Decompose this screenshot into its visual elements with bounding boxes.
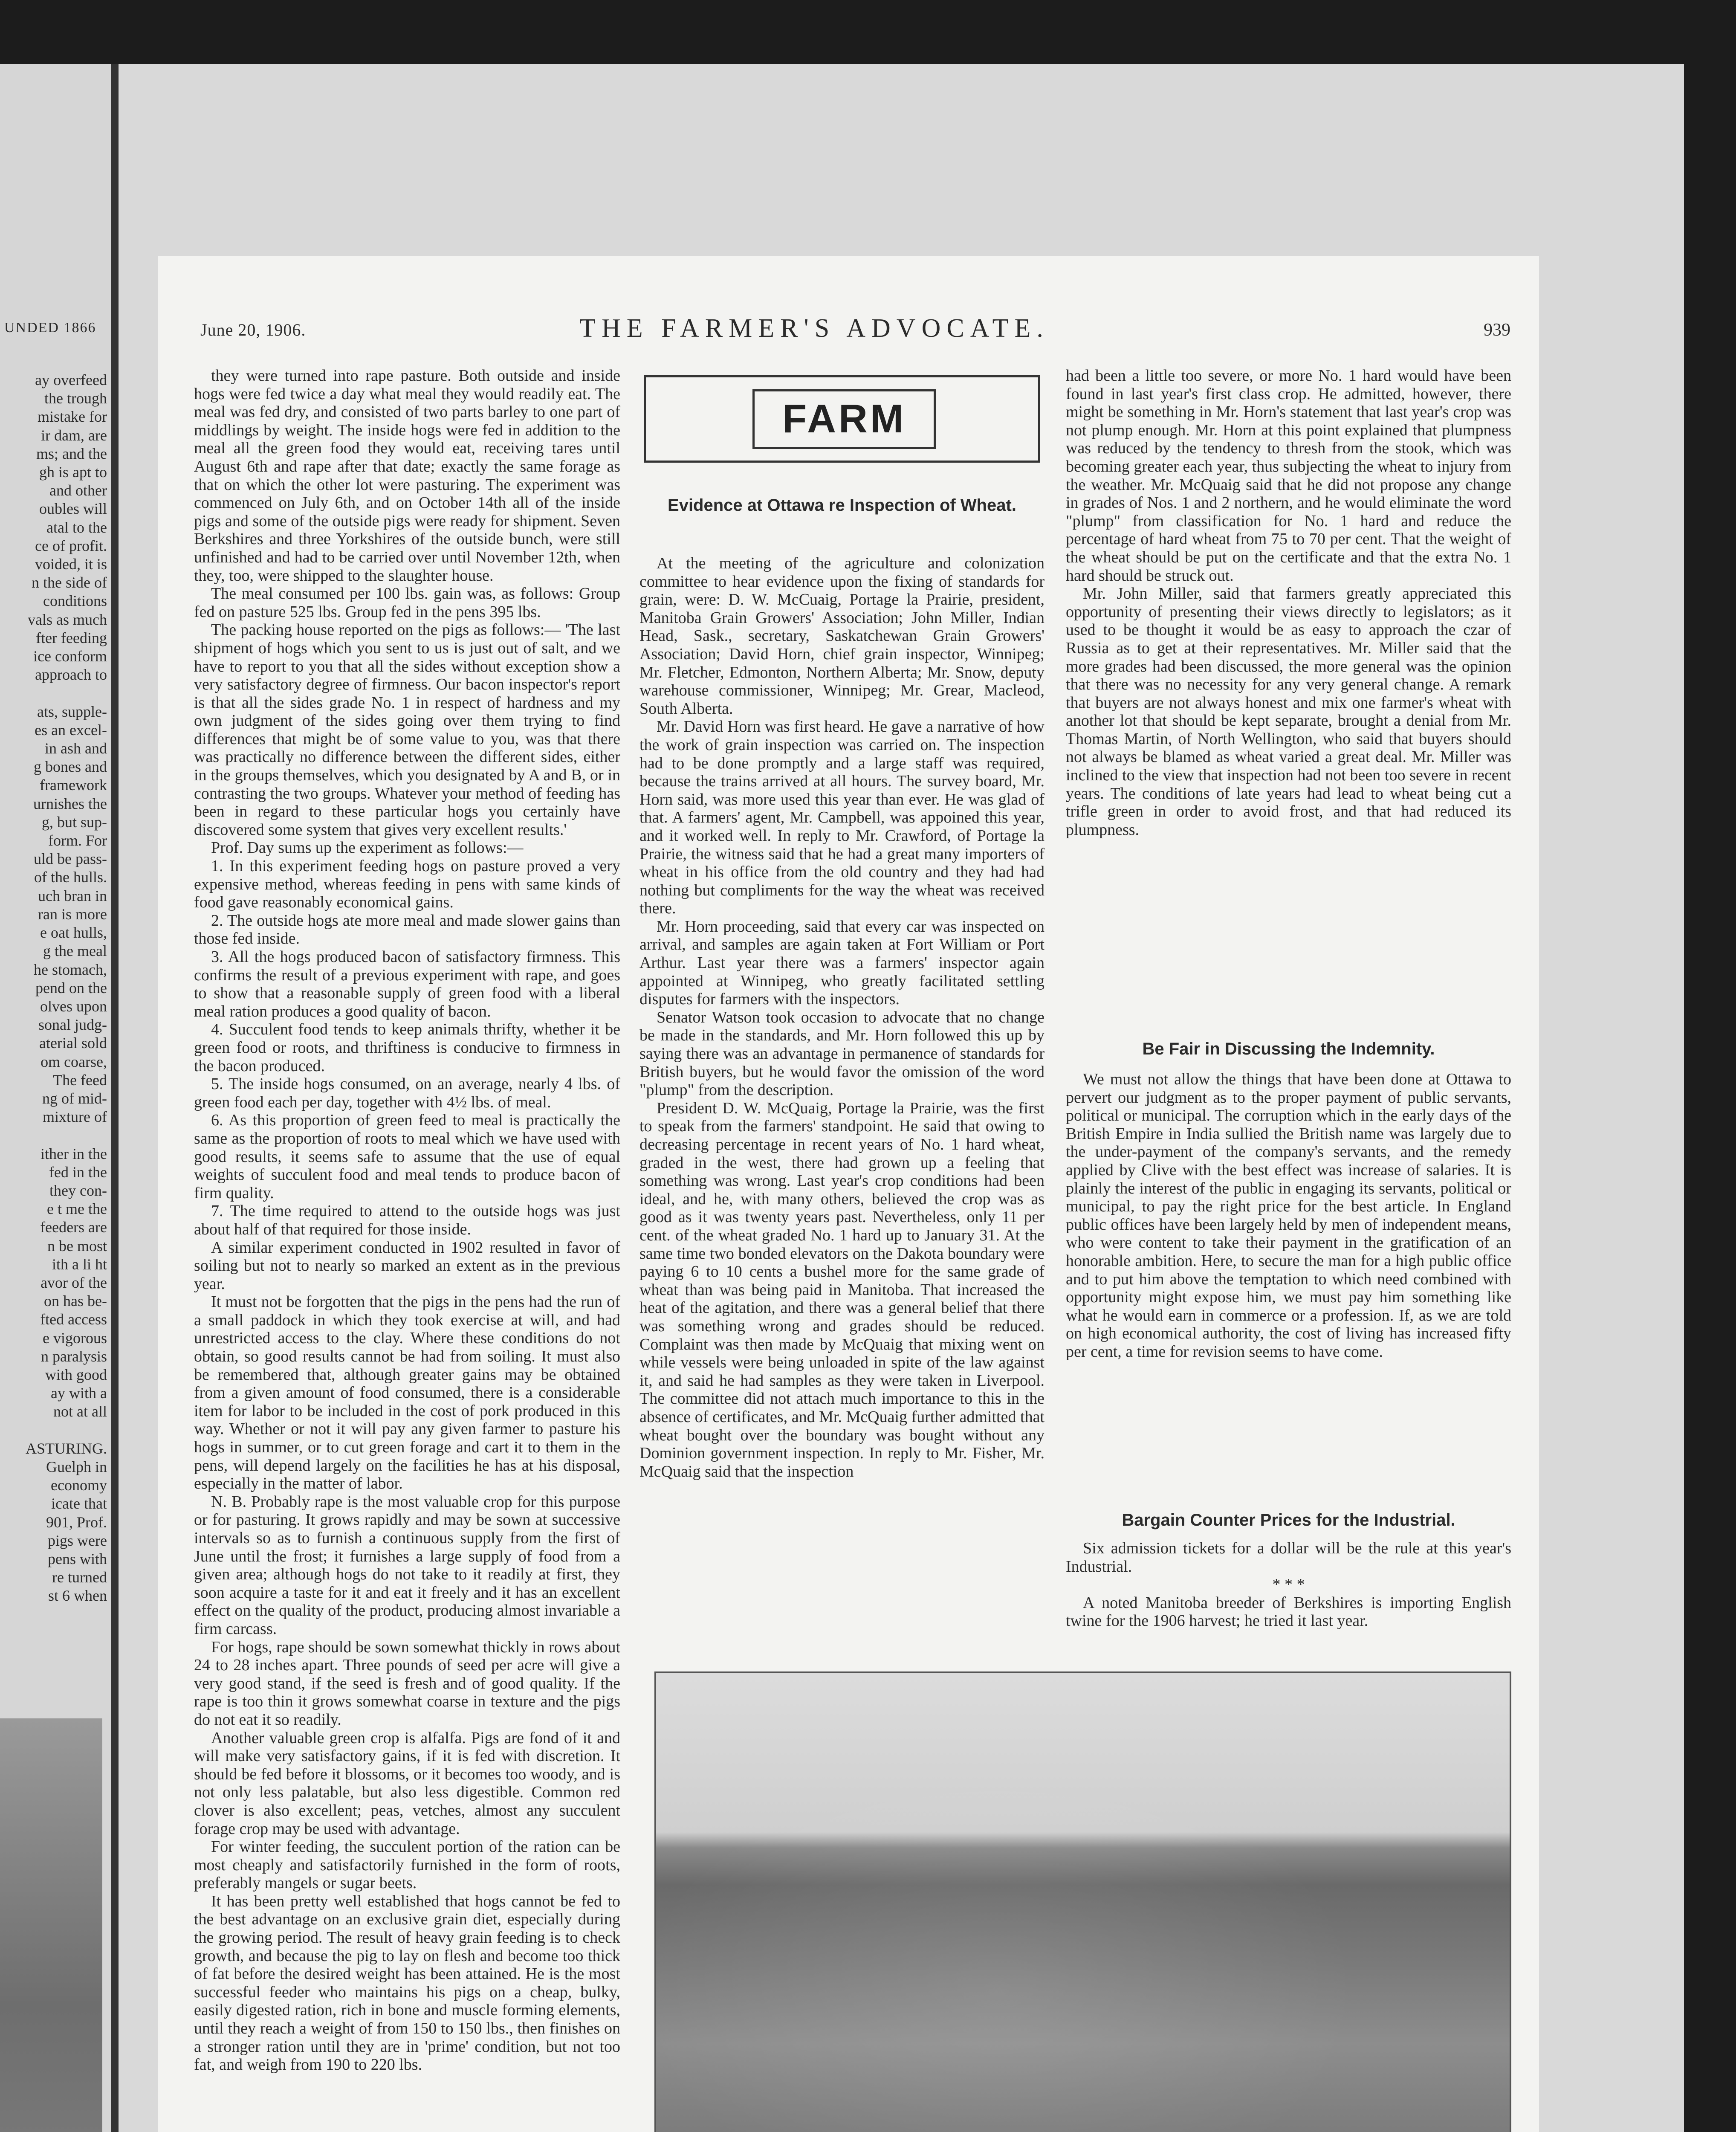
paragraph: For hogs, rape should be sown somewhat thickly in rows about 24 to 28 inches apart. Three pounds of seed per acre will give a very good stand, if the seed is fresh and of good quality. If the rape is too thin it grows somewhat coarse in texture and the pigs do not eat it so readily. bbox=[194, 1638, 620, 1729]
landscape-photo bbox=[654, 1671, 1511, 2132]
paragraph: It must not be forgotten that the pigs in the pens had the run of a small paddock in which they took exercise at will, and had unrestricted access to the clay. Where these conditions do not obtain, so good results cannot be had from soiling. It must also be remembered that, although greater gains may be obtained from a given amount of food consumed, there is a considerable item for labor to be included in the cost of pork produced in this way. Whether or not it will pay any given farmer to pasture his hogs in summer, or to cut green forage and cart it to them in the pens, will depend largely on the facilities he has at his disposal, especially in the matter of labor. bbox=[194, 1293, 620, 1493]
paragraph: Six admission tickets for a dollar will be the rule at this year's Industrial. bbox=[1066, 1539, 1511, 1576]
left-page-text: ay overfeed the trough mistake for ir dam, are ms; and the gh is apt to and other oubles will atal to the ce of profit. voided, it is n the side of conditions vals as much fter feeding ice conform approach to ats, supple- es an excel- in ash and g bones and framework urnishes the g, but sup- form. For uld be pass- of the hulls. uch bran in ran is more e oat hulls, g the meal he stomach, pend on the olves upon sonal judg- aterial sold om coarse, The feed ng of mid- mixture of ither in the fed in the they con- e t me the feeders are n be most ith a li ht avor of the on has be- fted access e vigorous n paralysis with good ay with a not at all ASTURING. Guelph in economy icate that 901, Prof. pigs were pens with re turned st 6 when bbox=[25, 371, 107, 1605]
paragraph: A noted Manitoba breeder of Berkshires is importing English twine for the 1906 harvest; he tried it last year. bbox=[1066, 1593, 1511, 1630]
farm-section-banner bbox=[644, 375, 1040, 463]
bargain-article bbox=[1066, 1539, 1511, 1630]
farm-section-title: FARM bbox=[752, 389, 936, 449]
paragraph: 5. The inside hogs consumed, on an average, nearly 4 lbs. of green food each per day, together with 4½ lbs. of meal. bbox=[194, 1075, 620, 1111]
paragraph: Mr. David Horn was first heard. He gave a narrative of how the work of grain inspection was carried on. The inspection had to be done promptly and a large staff was required, because the trains arrived at all hours. The survey board, Mr. Horn said, was more used this year than ever. He was glad of that. A farmers' agent, Mr. Campbell, was appoined this year, and it worked well. In reply to Mr. Crawford, of Portage la Prairie, the witness said that he had a great many importers of wheat in his office from the old country and they had had nothing but compliments for the way the wheat was received there. bbox=[639, 718, 1044, 918]
left-page-photo-fragment bbox=[0, 1718, 102, 2132]
paragraph: Prof. Day sums up the experiment as follows:— bbox=[211, 839, 524, 857]
column-2 bbox=[639, 554, 1044, 1480]
column-1 bbox=[194, 367, 620, 2074]
paragraph: 4. Succulent food tends to keep animals thrifty, whether it be green food or roots, and thriftiness is conducive to firmness in the bacon produced. bbox=[194, 1020, 620, 1075]
article-heading-evidence: Evidence at Ottawa re Inspection of Wheat. bbox=[668, 496, 1016, 515]
article-heading-indemnity: Be Fair in Discussing the Indemnity. bbox=[1142, 1040, 1435, 1058]
column-3 bbox=[1066, 367, 1511, 839]
paragraph: 3. All the hogs produced bacon of satisfactory firmness. This confirms the result of a previous experiment with rape, and goes to show that a reasonable supply of green food with a liberal meal ration produces a good quality of bacon. bbox=[194, 948, 620, 1020]
paragraph: they were turned into rape pasture. Both outside and inside hogs were fed twice a day what meal they would readily eat. The meal was fed dry, and consisted of two parts barley to one part of middlings by weight. The inside hogs were fed in addition to the meal all the green food they would eat, receiving tares until August 6th and rape after that date; exactly the same forage as that on which the other lot were pasturing. The experiment was commenced on July 6th, and on October 14th all of the inside pigs and some of the outside pigs were ready for shipment. Seven Berkshires and three Yorkshires of the outside bunch, were still unfinished and had to be carried over until November 12th, when they, too, were shipped to the slaughter house. bbox=[194, 367, 620, 585]
issue-date: June 20, 1906. bbox=[200, 320, 306, 339]
paragraph: 6. As this proportion of green feed to meal is practically the same as the proportion of roots to meal which we have used with good results, it seems safe to assume that the use of equal weights of succulent food and meal tends to produce bacon of firm quality. bbox=[194, 1111, 620, 1202]
paragraph: President D. W. McQuaig, Portage la Prairie, was the first to speak from the farmers' standpoint. He said that owing to decreasing percentage in recent years of No. 1 hard wheat, graded in the west, there had grown up a feeling that something was wrong. Last year's crop conditions had been ideal, and he, with many others, believed the crop was as good as it was twenty years past. Nevertheless, only 11 per cent. of the wheat graded No. 1 hard up to January 31. At the same time two bonded elevators on the Dakota boundary were paying 6 to 10 cents a bushel more for the same grade of wheat than was being paid in Manitoba. That increased the heat of the agitation, and there was a general belief that there was something wrong and grades should be reduced. Complaint was then made by McQuaig that mixing went on while vessels were being unloaded in spite of the law against it, and said he had samples as they were taken in Liverpool. The committee did not attach much importance to this in the absence of certificates, and Mr. McQuaig further admitted that wheat bought over the boundary was bought without any Dominion government inspection. In reply to Mr. Fisher, Mr. McQuaig said that the inspection bbox=[639, 1099, 1044, 1480]
article-heading-bargain: Bargain Counter Prices for the Industrial. bbox=[1122, 1511, 1455, 1529]
page-number: 939 bbox=[1484, 320, 1510, 340]
paragraph: N. B. Probably rape is the most valuable crop for this purpose or for pasturing. It grows rapidly and may be sown at successive intervals so as to furnish a continuous supply from the first of June until the frost; it furnishes a large supply of food from a given area; although hogs do not take to it readily at first, they soon acquire a taste for it and eat it freely and it has an excellent effect on the quality of the product, producing almost invariable a firm carcass. bbox=[194, 1492, 620, 1638]
paragraph: At the meeting of the agriculture and colonization committee to hear evidence upon the fixing of standards for grain, were: D. W. McCuaig, Portage la Prairie, president, Manitoba Grain Growers' Association; John Miller, Indian Head, Sask., secretary, Saskatchewan Grain Growers' Association; David Horn, chief grain inspector, Winnipeg; Mr. Fletcher, Edmonton, Northern Alberta; Mr. Snow, deputy warehouse commissioner, Winnipeg; Mr. Grear, Macleod, South Alberta. bbox=[639, 554, 1044, 718]
paragraph: We must not allow the things that have been done at Ottawa to pervert our judgment as to the proper payment of public servants, political or municipal. The corruption which in the early days of the British Empire in India sullied the British name was largely due to the under-payment of the company's servants, and the remedy applied by Clive with the best effect was increase of salaries. It is plainly the interest of the public in engaging its servants, political or municipal, to pay the right price for the best article. In England public offices have been largely held by men of independent means, who were content to take their payment in the gratification of an honorable ambition. Here, to secure the man for a high public office and to put him above the temptation to which need combined with opportunity might expose him, we must pay him something like what he would earn in commerce or a profession. If, as we are told on high economical authority, the cost of living has increased fifty per cent, a time for revision seems to have come. bbox=[1066, 1070, 1511, 1361]
paragraph: It has been pretty well established that hogs cannot be fed to the best advantage on an exclusive grain diet, especially during the growing period. The result of heavy grain feeding is to check growth, and because the pig to lay on flesh and become too thick of fat before the desired weight has been attained. He is the most successful feeder who maintains his pigs on a cheap, bulky, easily digested ration, rich in bone and muscle forming elements, until they reach a weight of from 150 to 150 lbs., then finishes on a stronger ration until they are in 'prime' condition, but not too fat, and weigh from 190 to 220 lbs. bbox=[194, 1892, 620, 2074]
indemnity-article bbox=[1066, 1070, 1511, 1361]
paragraph: 7. The time required to attend to the outside hogs was just about half of that required for those inside. bbox=[194, 1202, 620, 1238]
paragraph: For winter feeding, the succulent portion of the ration can be most cheaply and satisfactorily furnished in the form of roots, preferably mangels or sugar beets. bbox=[194, 1838, 620, 1892]
left-page-margin bbox=[0, 64, 119, 2132]
paragraph: Another valuable green crop is alfalfa. Pigs are fond of it and will make very satisfactory gains, if it is fed with discretion. It should be fed before it blossoms, or it becomes too woody, and is not only less palatable, but also less digestible. Common red clover is also excellent; peas, vetches, almost any succulent forage crop may be used with advantage. bbox=[194, 1729, 620, 1838]
section-separator: * * * bbox=[1272, 1576, 1305, 1594]
paragraph: Senator Watson took occasion to advocate that no change be made in the standards, and Mr. Horn followed this up by saying there was an advantage in permanence of standards for British buyers, but he would favor the omission of the word "plump" from the description. bbox=[639, 1008, 1044, 1099]
paragraph: 1. In this experiment feeding hogs on pasture proved a very expensive method, whereas feeding in pens with same kinds of food gave reasonably economical gains. bbox=[194, 857, 620, 912]
masthead-title: THE FARMER'S ADVOCATE. bbox=[579, 314, 1049, 343]
paragraph: had been a little too severe, or more No. 1 hard would have been found in last year's first class crop. He admitted, however, there might be something in Mr. Horn's statement that last year's crop was not plump enough. Mr. Horn at this point explained that plumpness was reduced by the tendency to thresh from the stook, which was becoming greater each year, thus subjecting the wheat to injury from the weather. Mr. McQuaig said that he did not propose any change in grades of Nos. 1 and 2 northern, and he would eliminate the word "plump" from classification for No. 1 hard and reduce the percentage of hard wheat from 75 to 70 per cent. That the weight of the wheat should be put on the certificate and that the extra No. 1 hard should be struck out. bbox=[1066, 367, 1511, 585]
paragraph: The packing house reported on the pigs as follows:— 'The last shipment of hogs which you sent to us is just out of salt, and we have to report to you that all the sides without exception show a very satisfactory degree of firmness. Our bacon inspector's report is that all the sides grade No. 1 in respect of hardness and my own judgment of the sides going over them trying to find differences that might be of some value to you, was that there was practically no difference between the different sides, either in the groups themselves, which you designated by A and B, or in contrasting the two groups. Whatever your method of feeding has been in regard to these particular hogs you certainly have discovered some system that gives very excellent results.' bbox=[194, 621, 620, 839]
paragraph: Mr. Horn proceeding, said that every car was inspected on arrival, and samples are again taken at Fort William or Port Arthur. Last year there was a farmers' inspector again appointed at Winnipeg, who greatly facilitated settling disputes for farmers with the inspectors. bbox=[639, 917, 1044, 1008]
paragraph: A similar experiment conducted in 1902 resulted in favor of soiling but not to nearly so marked an extent as in the previous year. bbox=[194, 1238, 620, 1293]
paragraph: Mr. John Miller, said that farmers greatly appreciated this opportunity of presenting their views directly to legislators; as it used to be thought it would be as easy to approach the czar of Russia as to get at their representatives. Mr. Miller said that the more grades had been discussed, the more general was the opinion that there was no necessity for any very general change. A remark that buyers are not always honest and mix one farmer's wheat with another lot that should be kept separate, brought a denial from Mr. Thomas Martin, of North Wellington, who said that buyers should not always be blamed as wheat varied a great deal. Mr. Miller was inclined to the view that inspection had not been too severe in recent years. The conditions of late years had lead to wheat being cut a trifle green in order to avoid frost, and that had reduced its plumpness. bbox=[1066, 585, 1511, 839]
paragraph: 2. The outside hogs ate more meal and made slower gains than those fed inside. bbox=[194, 911, 620, 948]
left-page-header: UNDED 1866 bbox=[4, 320, 96, 336]
paragraph: The meal consumed per 100 lbs. gain was, as follows: Group fed on pasture 525 lbs. Group fed in the pens 395 lbs. bbox=[194, 585, 620, 621]
